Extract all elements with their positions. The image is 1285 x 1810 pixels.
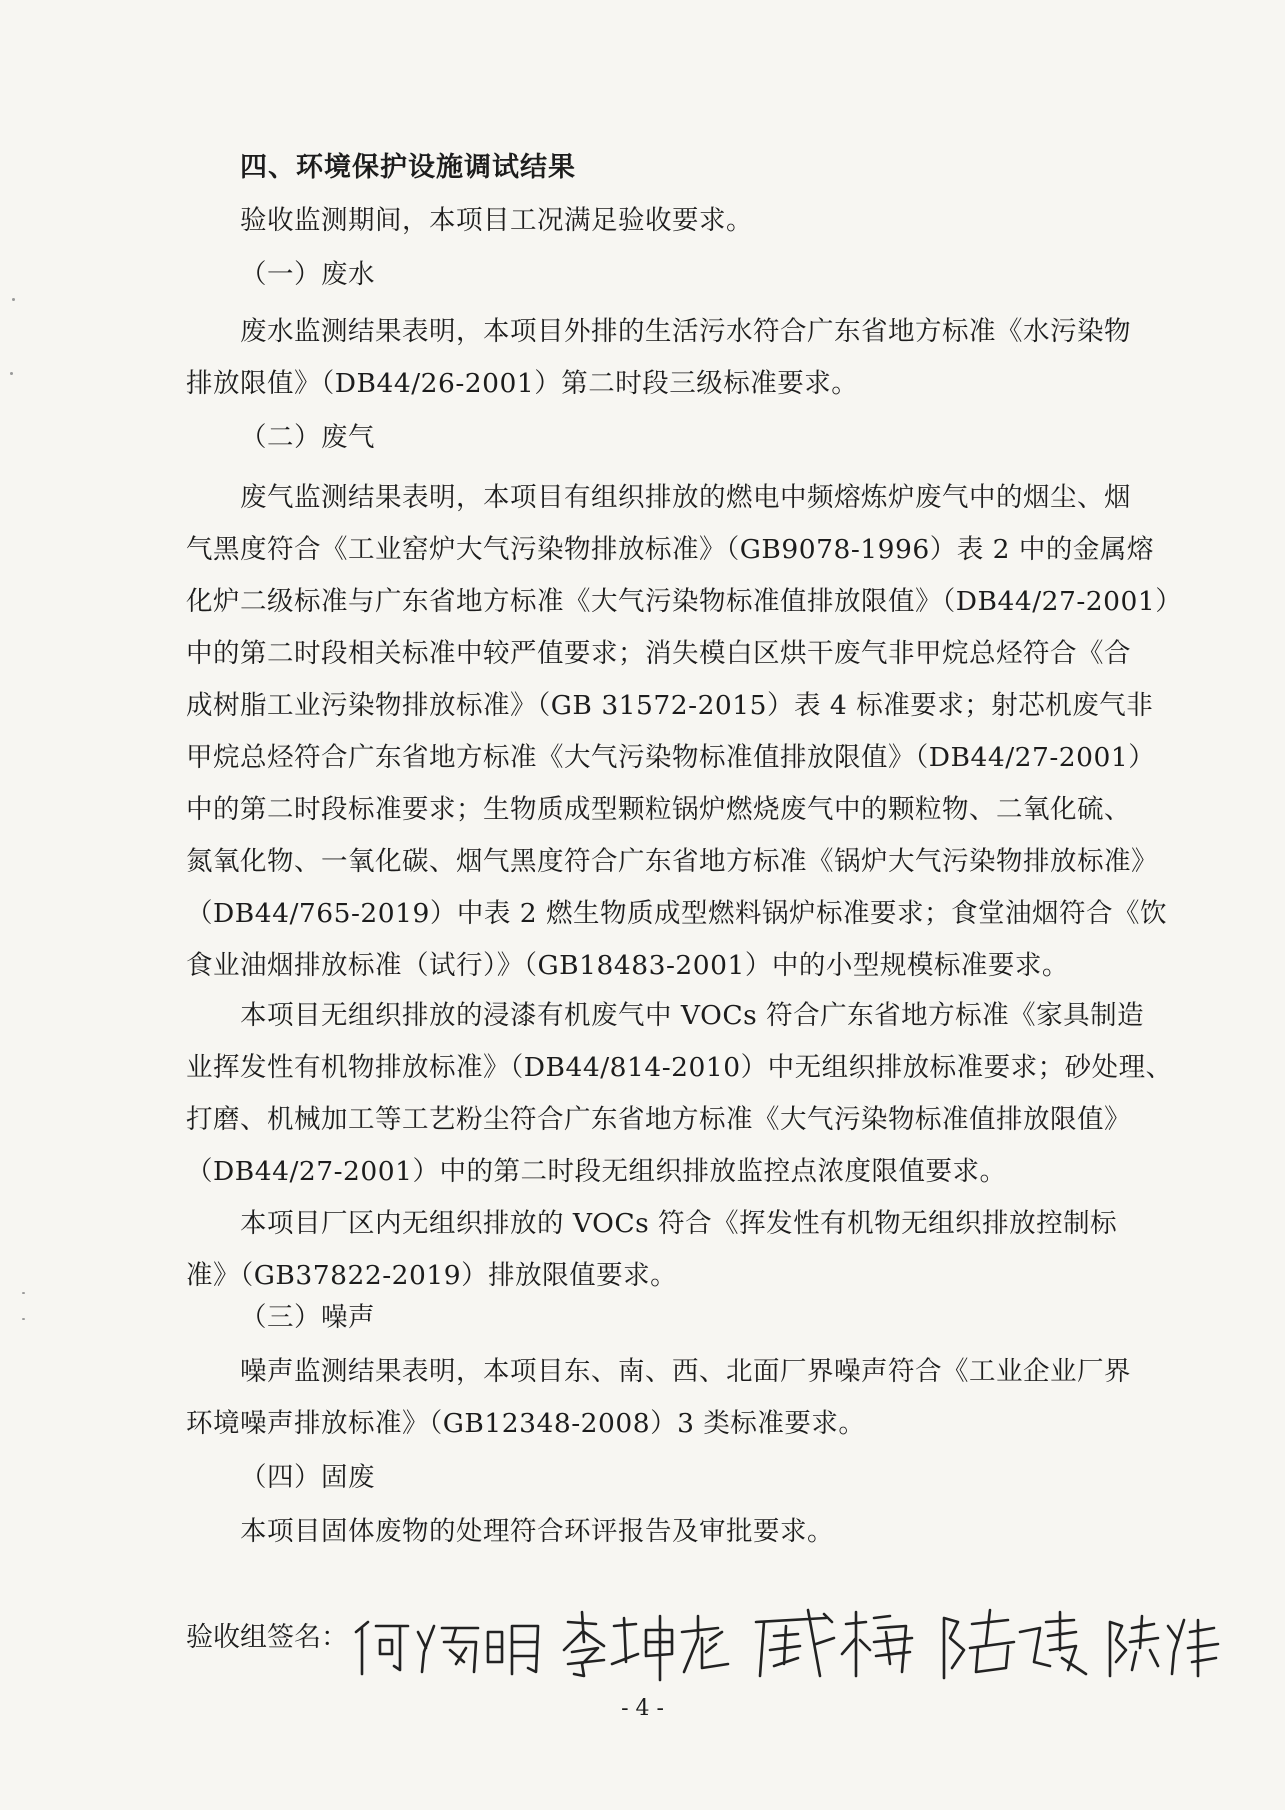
scan-speck (22, 1292, 25, 1294)
exhaust-line: 本项目厂区内无组织排放的 VOCs 符合《挥发性有机物无组织排放控制标 (240, 1208, 1118, 1239)
section-heading: 四、环境保护设施调试结果 (240, 152, 576, 183)
exhaust-line: 中的第二时段相关标准中较严值要求；消失模白区烘干废气非甲烷总烃符合《合 (186, 638, 1131, 669)
intro-text: 验收监测期间，本项目工况满足验收要求。 (240, 205, 753, 236)
exhaust-line: （DB44/27-2001）中的第二时段无组织排放监控点浓度限值要求。 (186, 1156, 1007, 1187)
exhaust-line: 甲烷总烃符合广东省地方标准《大气污染物标准值排放限值》（DB44/27-2001） (186, 742, 1156, 773)
signature-label: 验收组签名： (186, 1622, 348, 1653)
handwritten-signatures (346, 1592, 1226, 1682)
solid-waste-title: （四）固废 (240, 1462, 375, 1493)
exhaust-line: 中的第二时段标准要求；生物质成型颗粒锅炉燃烧废气中的颗粒物、二氧化硫、 (186, 794, 1131, 825)
exhaust-line: 废气监测结果表明，本项目有组织排放的燃电中频熔炼炉废气中的烟尘、烟 (240, 482, 1131, 513)
exhaust-line: 氮氧化物、一氧化碳、烟气黑度符合广东省地方标准《锅炉大气污染物排放标准》 (186, 846, 1158, 877)
exhaust-line: 打磨、机械加工等工艺粉尘符合广东省地方标准《大气污染物标准值排放限值》 (186, 1104, 1131, 1135)
exhaust-line: 业挥发性有机物排放标准》（DB44/814-2010）中无组织排放标准要求；砂处理、 (186, 1052, 1173, 1083)
exhaust-line: 化炉二级标准与广东省地方标准《大气污染物标准值排放限值》（DB44/27-2001） (186, 586, 1183, 617)
noise-title: （三）噪声 (240, 1302, 375, 1333)
wastewater-line: 排放限值》（DB44/26-2001）第二时段三级标准要求。 (186, 368, 859, 399)
solid-waste-line: 本项目固体废物的处理符合环评报告及审批要求。 (240, 1516, 834, 1547)
exhaust-line: 本项目无组织排放的浸漆有机废气中 VOCs 符合广东省地方标准《家具制造 (240, 1000, 1145, 1031)
exhaust-line: （DB44/765-2019）中表 2 燃生物质成型燃料锅炉标准要求；食堂油烟符合《饮 (186, 898, 1168, 929)
exhaust-line: 食业油烟排放标准（试行）》（GB18483-2001）中的小型规模标准要求。 (186, 950, 1069, 981)
exhaust-title: （二）废气 (240, 422, 375, 453)
scan-speck (22, 1318, 25, 1320)
scan-speck (10, 372, 13, 375)
wastewater-line: 废水监测结果表明，本项目外排的生活污水符合广东省地方标准《水污染物 (240, 316, 1131, 347)
noise-line: 噪声监测结果表明，本项目东、南、西、北面厂界噪声符合《工业企业厂界 (240, 1356, 1131, 1387)
exhaust-line: 准》（GB37822-2019）排放限值要求。 (186, 1260, 678, 1291)
exhaust-line: 成树脂工业污染物排放标准》（GB 31572-2015）表 4 标准要求；射芯机废气非 (186, 690, 1154, 721)
signature-row (186, 1614, 1186, 1674)
scan-speck (12, 298, 15, 301)
wastewater-title: （一）废水 (240, 259, 375, 290)
page-number: - 4 - (621, 1696, 664, 1721)
noise-line: 环境噪声排放标准》（GB12348-2008）3 类标准要求。 (186, 1408, 866, 1439)
exhaust-line: 气黑度符合《工业窑炉大气污染物排放标准》（GB9078-1996）表 2 中的金属熔 (186, 534, 1154, 565)
